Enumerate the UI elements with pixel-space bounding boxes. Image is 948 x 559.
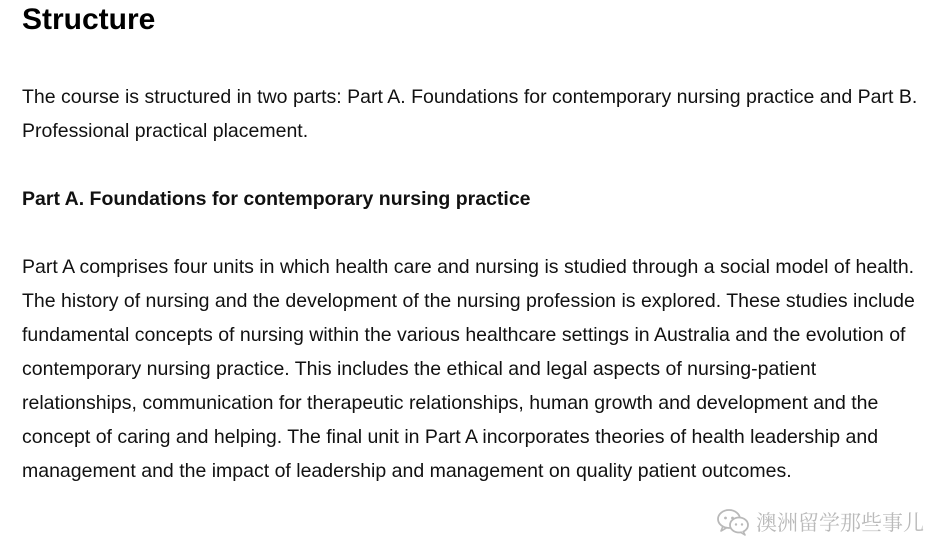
wechat-icon bbox=[716, 508, 750, 536]
watermark bbox=[716, 507, 924, 537]
page-title: Structure bbox=[22, 3, 156, 36]
intro-paragraph: The course is structured in two parts: Part A. Foundations for contemporary nursing practice and Part B. Professional practical placement. bbox=[22, 86, 918, 142]
part-a-paragraph: Part A comprises four units in which health care and nursing is studied through a social model of health. The history of nursing and the development of the nursing profession is explored. These studies include fundamental concepts of nursing within the various healthcare settings in Australia and the evolution of contemporary nursing practice. This includes the ethical and legal aspects of nursing-patient relationships, communication for therapeutic relationships, human growth and development and the concept of caring and helping. The final unit in Part A incorporates theories of health leadership and management and the impact of leadership and management on quality patient outcomes. bbox=[22, 256, 915, 482]
section-heading-part-a: Part A. Foundations for contemporary nursing practice bbox=[22, 188, 531, 210]
watermark-text: 澳洲留学那些事儿 bbox=[756, 511, 924, 535]
document-page bbox=[22, 0, 934, 488]
